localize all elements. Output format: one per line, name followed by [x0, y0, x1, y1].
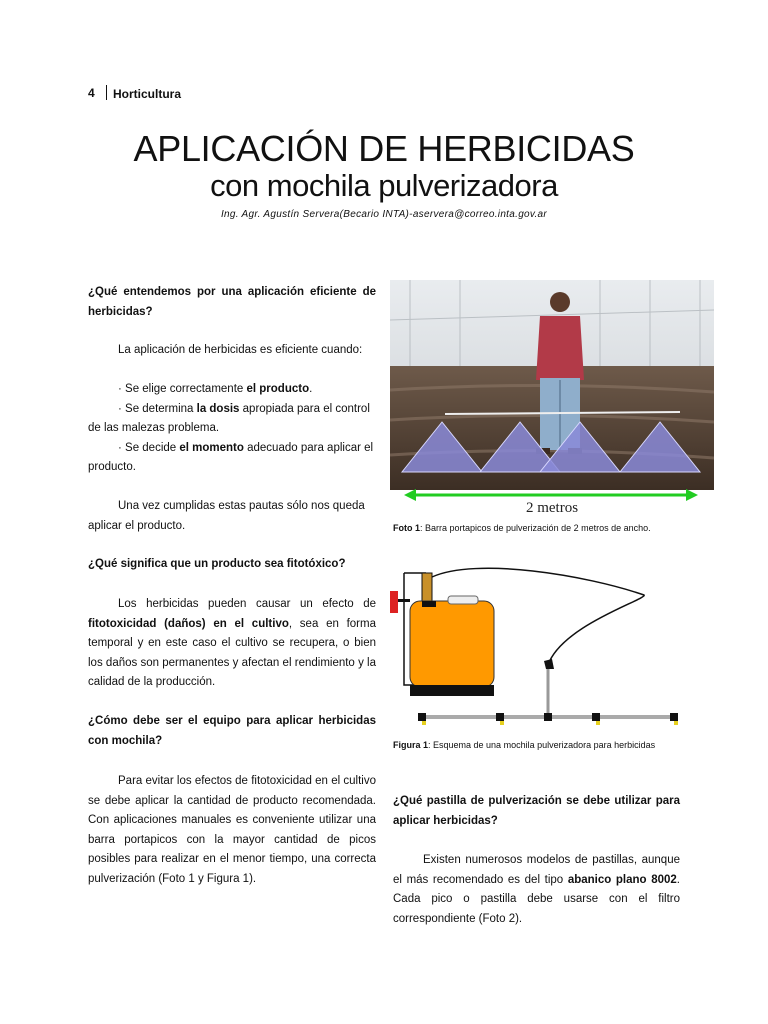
page-number: 4 — [88, 86, 95, 100]
tank-cap — [448, 596, 478, 604]
figure-1-caption: Figura 1: Esquema de una mochila pulverizadora para herbicidas — [393, 740, 656, 750]
tank — [410, 601, 494, 687]
lever-handle — [390, 591, 398, 613]
sprayer-schematic — [386, 565, 686, 730]
bullet-item: · Se elige correctamente el producto. — [118, 383, 313, 395]
question-4: ¿Qué pastilla de pulverización se debe utilizar para aplicar herbicidas? — [393, 795, 680, 827]
question-3: ¿Cómo debe ser el equipo para aplicar herbicidas con mochila? — [88, 715, 376, 747]
photo-1-caption: Foto 1: Barra portapicos de pulverización de 2 metros de ancho. — [393, 523, 651, 533]
author-byline: Ing. Agr. Agustín Servera(Becario INTA)-aservera@correo.inta.gov.ar — [220, 209, 548, 220]
title-line-1: APLICACIÓN DE HERBICIDAS — [133, 128, 635, 169]
bullet-item: · Se determina la dosis apropiada para el control de las malezas problema. — [88, 402, 370, 434]
pump-rod — [422, 573, 432, 601]
width-label: 2 metros — [525, 500, 579, 513]
question-2: ¿Qué significa que un producto sea fitotóxico? — [88, 558, 346, 570]
bullet-item: · Se decide el momento adecuado para aplicar el producto. — [88, 441, 374, 473]
bullet-list — [88, 380, 376, 478]
paragraph-1: La aplicación de herbicidas es eficiente cuando: — [118, 344, 363, 356]
paragraph-3: Los herbicidas pueden causar un efecto de fitotoxicidad (daños) en el cultivo, sea en forma temporal y en este caso el cultivo se recupera, o bien los daños son permanentes y afectan el rendimiento y la calidad de la producción. — [88, 598, 376, 688]
paragraph-5: Existen numerosos modelos de pastillas, aunque el más recomendado es del tipo abanico plano 8002. Cada pico o pastilla debe usarse con el filtro correspondiente (Foto 2). — [393, 854, 680, 925]
header-divider — [106, 85, 107, 100]
tank-base — [410, 685, 494, 696]
question-1-text: ¿Qué entendemos por una aplicación eficiente de herbicidas? — [88, 286, 376, 318]
question-1 — [88, 283, 376, 322]
title-line-2: con mochila pulverizadora — [210, 168, 558, 203]
greenhouse-photo — [390, 280, 714, 513]
paragraph-2: Una vez cumplidas estas pautas sólo nos queda aplicar el producto. — [88, 500, 365, 532]
paragraph-4: Para evitar los efectos de fitotoxicidad en el cultivo se debe aplicar la cantidad de producto recomendada. Con aplicaciones manuales es conveniente utilizar una barra portapicos con la mayor cantidad de picos posibles para realizar en el menor tiempo, una correcta pulverización (Foto 1 y Figura 1). — [88, 775, 376, 885]
section-name: Horticultura — [113, 87, 182, 101]
